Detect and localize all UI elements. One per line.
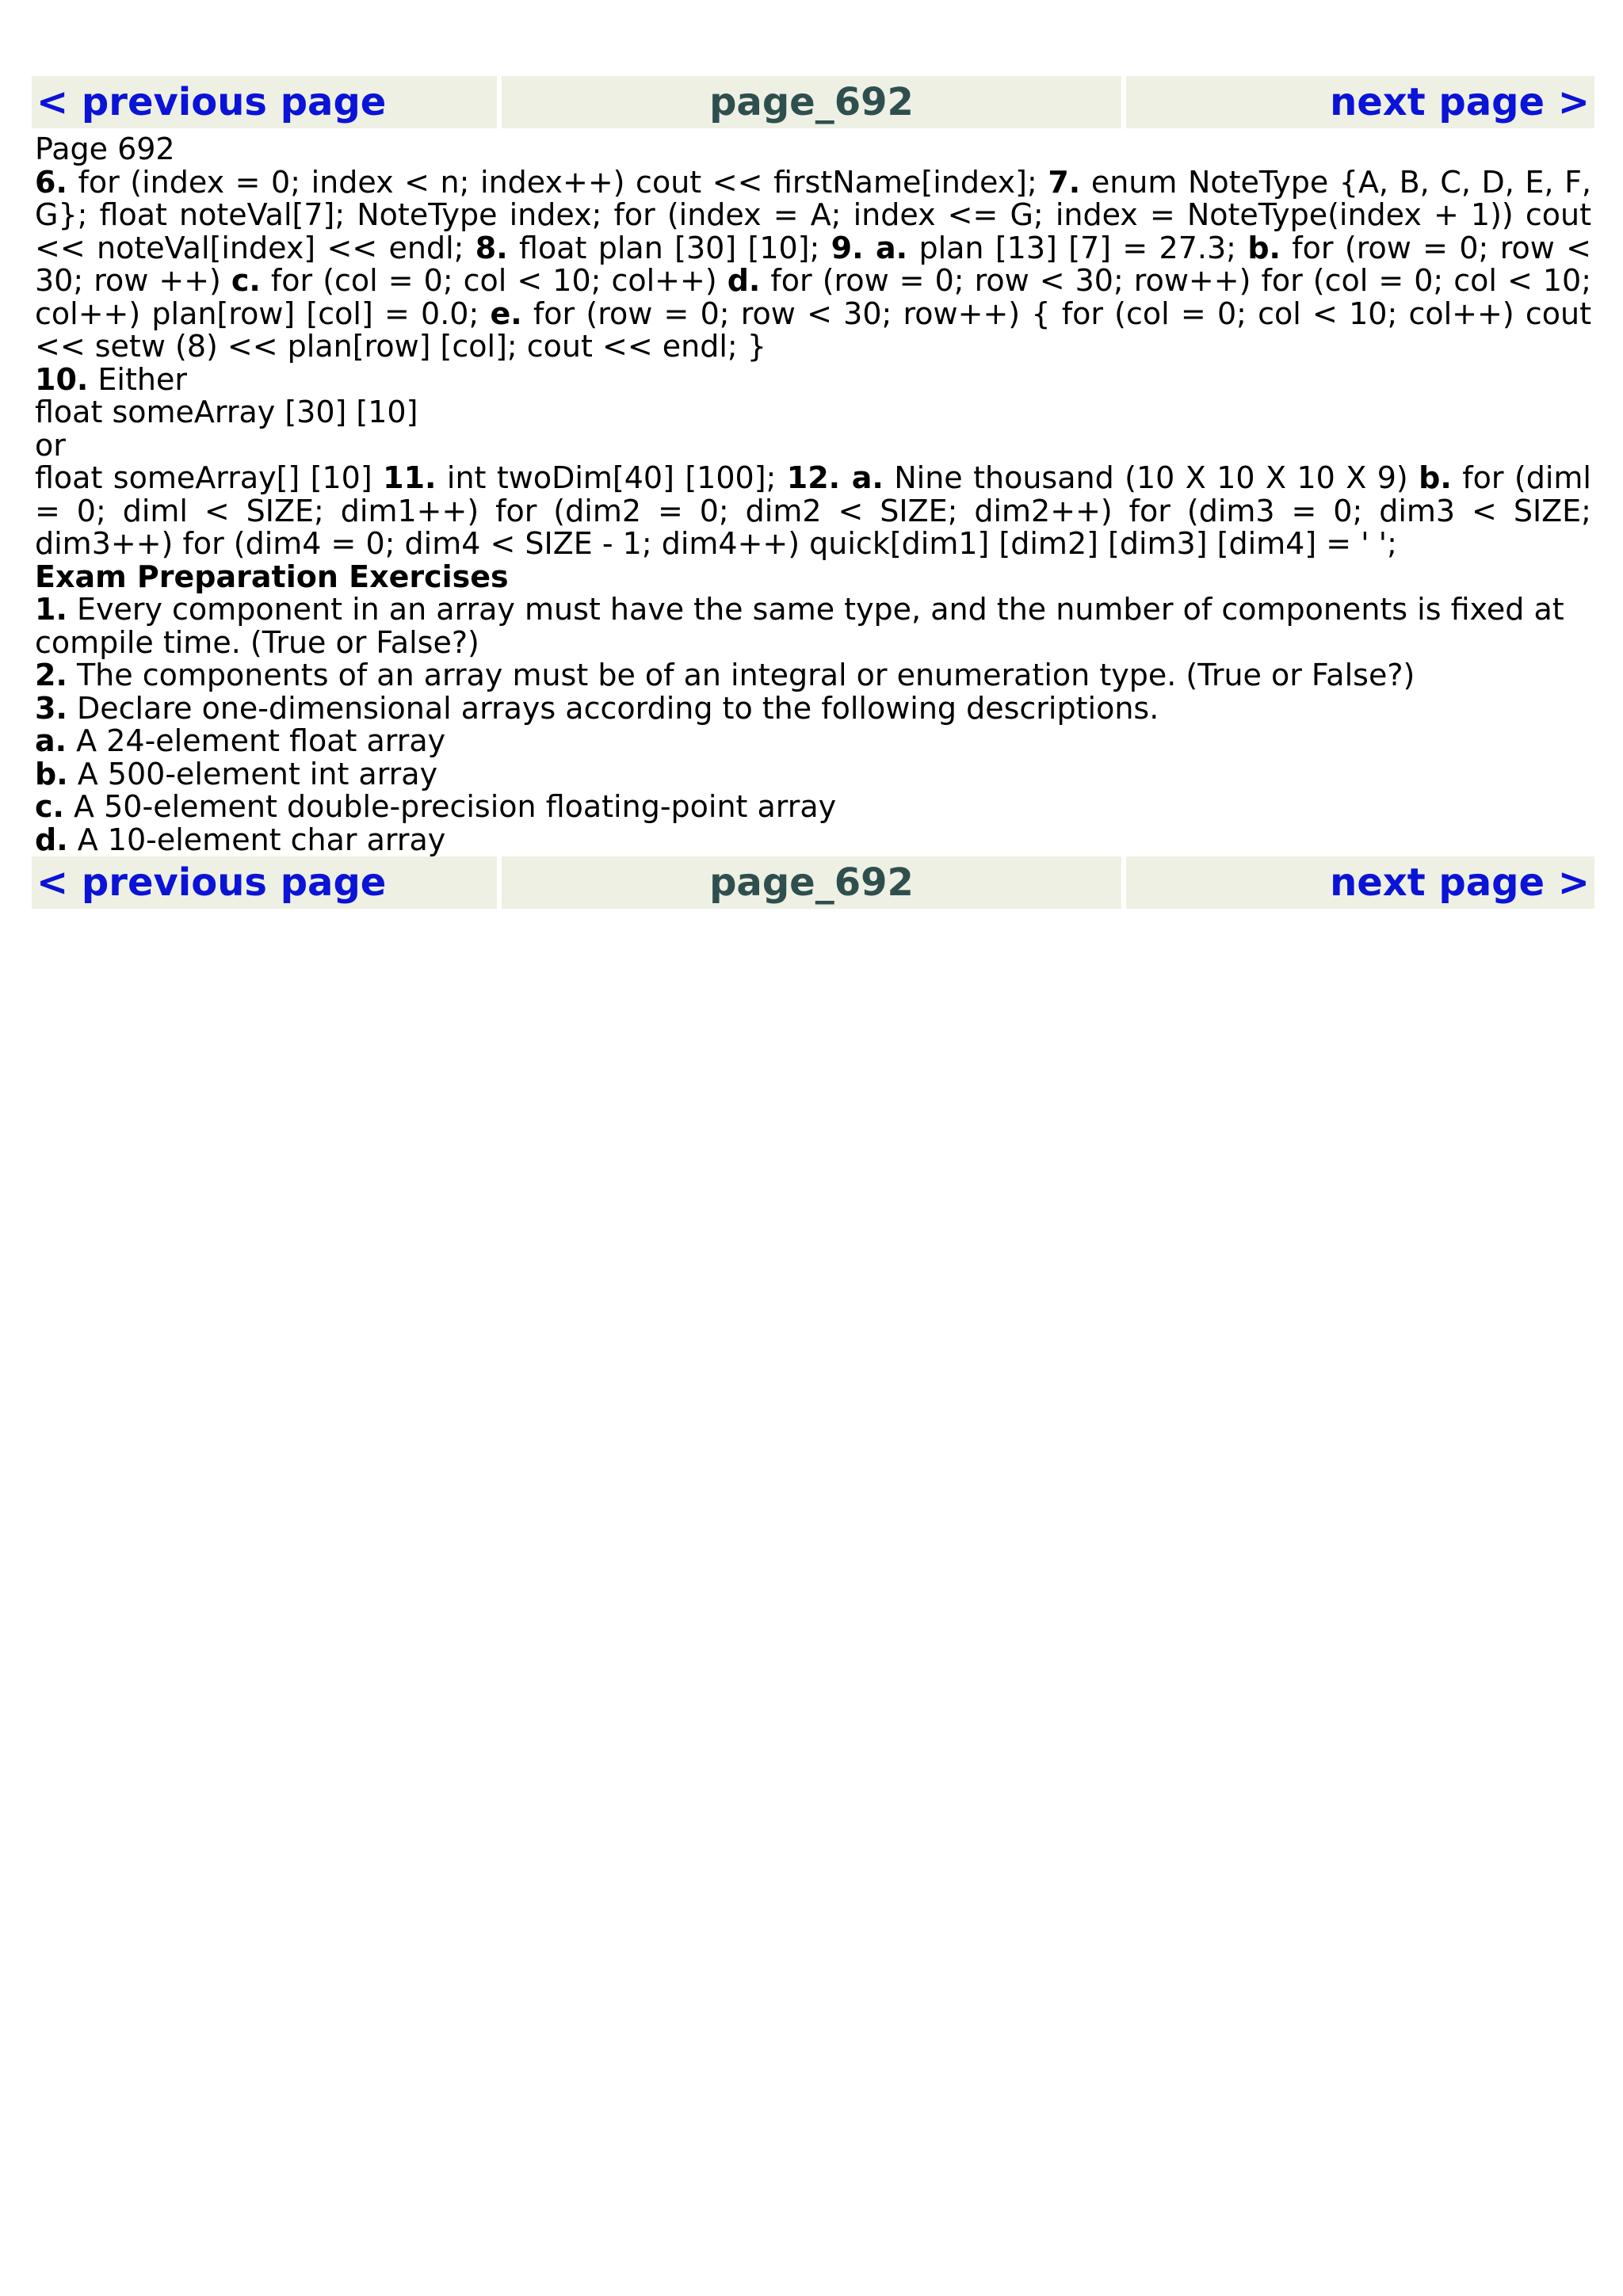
answer-letter: c.: [231, 263, 261, 298]
answer-letter: a.: [840, 460, 884, 495]
answer-text: plan [13] [7] = 27.3;: [907, 230, 1248, 265]
answers-paragraph: [35, 166, 1591, 364]
next-page-cell: [1126, 856, 1594, 909]
exercise-letter: c.: [35, 789, 64, 824]
exercise-subitem: [35, 758, 1591, 791]
next-page-cell: [1126, 76, 1594, 128]
exercise-number: 2.: [35, 658, 67, 692]
exercise-text: A 50-element double-precision floating-point array: [63, 789, 837, 824]
page-number-label: page_692: [502, 76, 1121, 128]
exercise-subitem: [35, 824, 1591, 857]
code-line: float someArray [30] [10]: [35, 395, 418, 429]
exercise-item: [35, 659, 1591, 692]
answer-letter: d.: [727, 263, 761, 298]
next-page-link[interactable]: next page >: [1330, 860, 1590, 905]
answer-text: enum NoteType {A, B, C, D, E, F, G}; float noteVal[7]; NoteType index; for (index = A; index <= G; index = NoteType(index + 1)) cout << noteVal[index] << endl;: [35, 164, 1592, 265]
answer-number: 8.: [475, 230, 508, 265]
exercise-letter: d.: [35, 822, 68, 857]
exercise-text: A 500-element int array: [67, 756, 438, 791]
answer-text: for (row = 0; row < 30; row++) for (col = 0; col < 10; col++) plan[row] [col] = 0.0;: [35, 263, 1591, 331]
answer-text: float someArray[] [10]: [35, 460, 384, 495]
page-content: [32, 128, 1594, 856]
answer-text: for (col = 0; col < 10; col++): [260, 263, 727, 298]
exercise-text: Every component in an array must have the same type, and the number of components is fixed at compile time. (True or False?): [35, 592, 1564, 660]
exercise-letter: b.: [35, 756, 68, 791]
answer-number: 10.: [35, 361, 89, 397]
section-heading: [35, 561, 1591, 594]
answer-text: for (index = 0; index < n; index++) cout << firstName[index];: [67, 164, 1048, 200]
previous-page-cell: [32, 76, 497, 128]
page-number-label: page_692: [502, 856, 1121, 909]
exercise-subitem: [35, 725, 1591, 758]
answer-text: for (row = 0; row < 30; row ++): [35, 230, 1591, 298]
exercise-text: Declare one-dimensional arrays according to the following descriptions.: [67, 690, 1159, 726]
exercise-number: 3.: [35, 690, 67, 726]
answer-text: for (diml = 0; diml < SIZE; dim1++) for (dim2 = 0; dim2 < SIZE; dim2++) for (dim3 = 0; dim3 < SIZE; dim3++) for (dim4 = 0; dim4 < SIZE - 1; dim4++) quick[dim1] [dim2] [dim3] [dim4] = ' ';: [35, 460, 1591, 561]
answer-letter: a.: [863, 230, 908, 265]
next-page-link[interactable]: next page >: [1330, 80, 1590, 124]
page-heading: Page 692: [35, 132, 175, 166]
answer-10: [35, 361, 1591, 397]
answer-number: 12.: [786, 460, 841, 495]
answer-text: Nine thousand (10 X 10 X 10 X 9): [883, 460, 1419, 495]
previous-page-link[interactable]: < previous page: [36, 860, 387, 905]
answer-text: float plan [30] [10];: [507, 230, 831, 265]
answer-letter: b.: [1247, 230, 1281, 265]
answer-letter: e.: [490, 296, 522, 331]
answer-text: int twoDim[40] [100];: [436, 460, 787, 495]
answer-number: 9.: [831, 230, 864, 265]
answer-number: 11.: [383, 460, 437, 495]
exercise-item: [35, 692, 1591, 726]
exercise-subitem: [35, 791, 1591, 824]
top-navigation: [32, 76, 1594, 128]
exercise-item: [35, 593, 1591, 659]
exercise-text: A 10-element char array: [67, 822, 446, 857]
code-line: or: [35, 427, 66, 463]
answer-text: for (row = 0; row < 30; row++) { for (col = 0; col < 10; col++) cout << setw (8) << plan[row] [col]; cout << endl; }: [35, 296, 1592, 364]
previous-page-cell: [32, 856, 497, 909]
exercise-text: The components of an array must be of an integral or enumeration type. (True or False?): [67, 658, 1415, 692]
exercise-number: 1.: [35, 592, 67, 627]
answer-text: Either: [88, 361, 187, 397]
section-heading-text: Exam Preparation Exercises: [35, 559, 509, 594]
exercise-text: A 24-element float array: [67, 723, 446, 758]
answer-letter: b.: [1419, 460, 1452, 495]
answers-paragraph-2: [35, 462, 1591, 561]
answer-number: 6.: [35, 164, 67, 200]
page: [32, 76, 1594, 909]
previous-page-link[interactable]: < previous page: [36, 80, 387, 124]
exercise-letter: a.: [35, 723, 67, 758]
bottom-navigation: [32, 856, 1594, 909]
answer-number: 7.: [1048, 164, 1081, 200]
